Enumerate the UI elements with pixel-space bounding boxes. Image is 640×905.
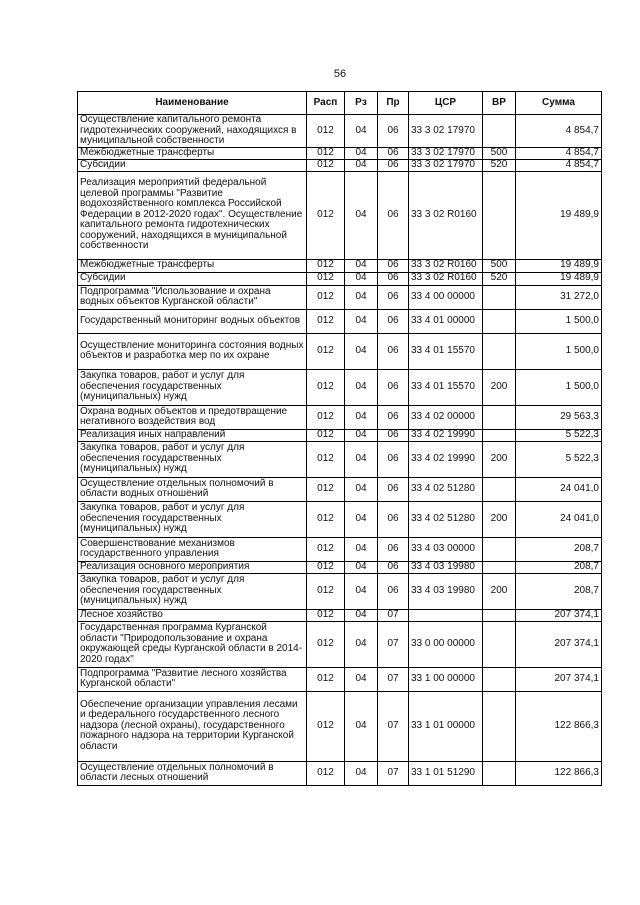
- row-rasp-cell: 012: [307, 691, 345, 761]
- row-rz-cell: 04: [345, 259, 378, 272]
- table-row: [78, 171, 602, 259]
- row-csr-cell: 33 4 01 00000: [409, 309, 483, 333]
- row-pr-cell: 06: [378, 147, 409, 159]
- row-name-cell: Осуществление отдельных полномочий в области лесных отношений: [78, 761, 307, 785]
- row-vr-cell: 500: [483, 259, 516, 272]
- table-row: [78, 621, 602, 667]
- row-pr-cell: 06: [378, 309, 409, 333]
- row-rasp-cell: 012: [307, 561, 345, 573]
- table-row: [78, 441, 602, 477]
- row-name-cell: Охрана водных объектов и предотвращение негативного воздействия вод: [78, 405, 307, 429]
- row-vr-cell: 200: [483, 369, 516, 405]
- header-rasp: Расп: [307, 92, 345, 115]
- row-pr-cell: 07: [378, 609, 409, 621]
- row-vr-cell: [483, 171, 516, 259]
- row-rasp-cell: 012: [307, 537, 345, 561]
- table-row: [78, 429, 602, 441]
- row-csr-cell: 33 3 02 17970: [409, 147, 483, 159]
- row-rz-cell: 04: [345, 609, 378, 621]
- row-csr-cell: 33 3 02 R0160: [409, 272, 483, 285]
- row-pr-cell: 06: [378, 561, 409, 573]
- row-sum-cell: 207 374,1: [516, 621, 602, 667]
- row-name-cell: Осуществление мониторинга состояния водных объектов и разработка мер по их охране: [78, 333, 307, 369]
- row-sum-cell: 19 489,9: [516, 259, 602, 272]
- row-pr-cell: 07: [378, 667, 409, 691]
- row-pr-cell: 07: [378, 691, 409, 761]
- page-number: 56: [333, 68, 347, 80]
- row-rz-cell: 04: [345, 333, 378, 369]
- row-rz-cell: 04: [345, 272, 378, 285]
- row-sum-cell: 31 272,0: [516, 285, 602, 309]
- row-name-cell: Закупка товаров, работ и услуг для обеспечения государственных (муниципальных) нужд: [78, 369, 307, 405]
- row-sum-cell: 1 500,0: [516, 369, 602, 405]
- row-sum-cell: 4 854,7: [516, 115, 602, 148]
- row-sum-cell: 24 041,0: [516, 501, 602, 537]
- row-vr-cell: [483, 429, 516, 441]
- row-sum-cell: 207 374,1: [516, 667, 602, 691]
- row-vr-cell: 200: [483, 501, 516, 537]
- table-row: [78, 761, 602, 785]
- row-rasp-cell: 012: [307, 477, 345, 501]
- row-rasp-cell: 012: [307, 667, 345, 691]
- row-vr-cell: [483, 621, 516, 667]
- row-csr-cell: 33 4 03 00000: [409, 537, 483, 561]
- table-row: [78, 369, 602, 405]
- row-name-cell: Реализация мероприятий федеральной целевой программы "Развитие водохозяйственного комплекса Российской Федерации в 2012-2020 годах". Осуществление капитального ремонта гидротехнических сооружений, находящихся в муниципальной собственности: [78, 171, 307, 259]
- row-vr-cell: [483, 537, 516, 561]
- header-csr: ЦСР: [409, 92, 483, 115]
- row-rasp-cell: 012: [307, 333, 345, 369]
- row-sum-cell: 208,7: [516, 561, 602, 573]
- row-csr-cell: 33 4 01 15570: [409, 333, 483, 369]
- row-pr-cell: 06: [378, 501, 409, 537]
- row-pr-cell: 06: [378, 429, 409, 441]
- row-name-cell: Государственный мониторинг водных объектов: [78, 309, 307, 333]
- row-sum-cell: 5 522,3: [516, 441, 602, 477]
- row-csr-cell: 33 4 00 00000: [409, 285, 483, 309]
- row-rz-cell: 04: [345, 561, 378, 573]
- row-csr-cell: 33 1 01 51290: [409, 761, 483, 785]
- table-row: [78, 477, 602, 501]
- row-sum-cell: 5 522,3: [516, 429, 602, 441]
- table-row: [78, 561, 602, 573]
- row-vr-cell: [483, 405, 516, 429]
- row-sum-cell: 207 374,1: [516, 609, 602, 621]
- row-name-cell: Межбюджетные трансферты: [78, 147, 307, 159]
- header-sum: Сумма: [516, 92, 602, 115]
- row-sum-cell: 208,7: [516, 537, 602, 561]
- row-csr-cell: 33 4 02 51280: [409, 501, 483, 537]
- table-row: [78, 272, 602, 285]
- table-row: [78, 309, 602, 333]
- row-csr-cell: 33 4 03 19980: [409, 561, 483, 573]
- row-rasp-cell: 012: [307, 405, 345, 429]
- row-sum-cell: 1 500,0: [516, 309, 602, 333]
- row-rz-cell: 04: [345, 285, 378, 309]
- row-name-cell: Субсидии: [78, 272, 307, 285]
- row-csr-cell: 33 4 02 19990: [409, 441, 483, 477]
- row-vr-cell: 200: [483, 573, 516, 609]
- row-rasp-cell: 012: [307, 285, 345, 309]
- row-vr-cell: 200: [483, 441, 516, 477]
- row-name-cell: Лесное хозяйство: [78, 609, 307, 621]
- row-rasp-cell: 012: [307, 259, 345, 272]
- row-sum-cell: 4 854,7: [516, 147, 602, 159]
- row-rz-cell: 04: [345, 501, 378, 537]
- row-rasp-cell: 012: [307, 159, 345, 171]
- row-name-cell: Реализация основного мероприятия: [78, 561, 307, 573]
- table-row: [78, 115, 602, 148]
- header-vr: ВР: [483, 92, 516, 115]
- row-csr-cell: 33 0 00 00000: [409, 621, 483, 667]
- row-name-cell: Закупка товаров, работ и услуг для обеспечения государственных (муниципальных) нужд: [78, 573, 307, 609]
- row-name-cell: Государственная программа Курганской области "Природопользование и охрана окружающей среды Курганской области в 2014-2020 годах": [78, 621, 307, 667]
- header-rz: Рз: [345, 92, 378, 115]
- row-rz-cell: 04: [345, 667, 378, 691]
- row-sum-cell: 19 489,9: [516, 171, 602, 259]
- row-name-cell: Реализация иных направлений: [78, 429, 307, 441]
- row-pr-cell: 06: [378, 159, 409, 171]
- table-row: [78, 667, 602, 691]
- row-sum-cell: 24 041,0: [516, 477, 602, 501]
- row-rasp-cell: 012: [307, 171, 345, 259]
- table-row: [78, 691, 602, 761]
- row-rasp-cell: 012: [307, 115, 345, 148]
- row-rasp-cell: 012: [307, 501, 345, 537]
- row-sum-cell: 1 500,0: [516, 333, 602, 369]
- table-row: [78, 609, 602, 621]
- row-pr-cell: 06: [378, 369, 409, 405]
- row-pr-cell: 07: [378, 621, 409, 667]
- row-vr-cell: [483, 285, 516, 309]
- row-name-cell: Обеспечение организации управления лесами и федерального государственного лесного надзора (лесной охраны), государственного пожарного надзора на территории Курганской области: [78, 691, 307, 761]
- header-pr: Пр: [378, 92, 409, 115]
- row-rasp-cell: 012: [307, 621, 345, 667]
- row-pr-cell: 06: [378, 477, 409, 501]
- row-vr-cell: [483, 761, 516, 785]
- row-pr-cell: 06: [378, 272, 409, 285]
- row-csr-cell: 33 4 02 51280: [409, 477, 483, 501]
- row-rasp-cell: 012: [307, 441, 345, 477]
- row-name-cell: Закупка товаров, работ и услуг для обеспечения государственных (муниципальных) нужд: [78, 501, 307, 537]
- row-rz-cell: 04: [345, 147, 378, 159]
- row-csr-cell: [409, 609, 483, 621]
- row-rz-cell: 04: [345, 441, 378, 477]
- row-csr-cell: 33 4 01 15570: [409, 369, 483, 405]
- row-vr-cell: 520: [483, 272, 516, 285]
- row-csr-cell: 33 3 02 17970: [409, 115, 483, 148]
- row-rasp-cell: 012: [307, 761, 345, 785]
- table-row: [78, 501, 602, 537]
- row-pr-cell: 06: [378, 573, 409, 609]
- row-sum-cell: 208,7: [516, 573, 602, 609]
- row-rz-cell: 04: [345, 537, 378, 561]
- row-csr-cell: 33 1 01 00000: [409, 691, 483, 761]
- row-pr-cell: 07: [378, 761, 409, 785]
- row-pr-cell: 06: [378, 405, 409, 429]
- row-sum-cell: 122 866,3: [516, 691, 602, 761]
- row-rasp-cell: 012: [307, 609, 345, 621]
- row-csr-cell: 33 3 02 17970: [409, 159, 483, 171]
- row-rz-cell: 04: [345, 477, 378, 501]
- table-row: [78, 333, 602, 369]
- row-sum-cell: 29 563,3: [516, 405, 602, 429]
- row-rz-cell: 04: [345, 429, 378, 441]
- row-name-cell: Субсидии: [78, 159, 307, 171]
- row-rz-cell: 04: [345, 369, 378, 405]
- row-rasp-cell: 012: [307, 429, 345, 441]
- row-vr-cell: [483, 115, 516, 148]
- row-vr-cell: [483, 561, 516, 573]
- table-row: [78, 259, 602, 272]
- header-name: Наименование: [78, 92, 307, 115]
- row-sum-cell: 4 854,7: [516, 159, 602, 171]
- row-vr-cell: [483, 609, 516, 621]
- row-rz-cell: 04: [345, 309, 378, 333]
- row-name-cell: Совершенствование механизмов государственного управления: [78, 537, 307, 561]
- row-rasp-cell: 012: [307, 147, 345, 159]
- row-csr-cell: 33 3 02 R0160: [409, 259, 483, 272]
- row-rz-cell: 04: [345, 621, 378, 667]
- row-rasp-cell: 012: [307, 573, 345, 609]
- row-name-cell: Осуществление капитального ремонта гидротехнических сооружений, находящихся в муниципальной собственности: [78, 115, 307, 148]
- table-row: [78, 537, 602, 561]
- row-name-cell: Межбюджетные трансферты: [78, 259, 307, 272]
- table-header-row: [78, 92, 602, 115]
- row-pr-cell: 06: [378, 259, 409, 272]
- row-name-cell: Подпрограмма "Развитие лесного хозяйства Курганской области": [78, 667, 307, 691]
- row-sum-cell: 122 866,3: [516, 761, 602, 785]
- table-row: [78, 405, 602, 429]
- row-csr-cell: 33 1 00 00000: [409, 667, 483, 691]
- row-pr-cell: 06: [378, 115, 409, 148]
- row-pr-cell: 06: [378, 441, 409, 477]
- table-row: [78, 159, 602, 171]
- row-vr-cell: [483, 691, 516, 761]
- row-rasp-cell: 012: [307, 272, 345, 285]
- row-pr-cell: 06: [378, 285, 409, 309]
- row-vr-cell: [483, 309, 516, 333]
- row-name-cell: Закупка товаров, работ и услуг для обеспечения государственных (муниципальных) нужд: [78, 441, 307, 477]
- row-vr-cell: 500: [483, 147, 516, 159]
- row-vr-cell: [483, 333, 516, 369]
- row-csr-cell: 33 4 02 19990: [409, 429, 483, 441]
- table-row: [78, 285, 602, 309]
- row-rz-cell: 04: [345, 691, 378, 761]
- table-row: [78, 147, 602, 159]
- row-pr-cell: 06: [378, 333, 409, 369]
- row-rasp-cell: 012: [307, 369, 345, 405]
- row-name-cell: Осуществление отдельных полномочий в области водных отношений: [78, 477, 307, 501]
- row-vr-cell: [483, 477, 516, 501]
- row-rz-cell: 04: [345, 115, 378, 148]
- row-vr-cell: 520: [483, 159, 516, 171]
- row-pr-cell: 06: [378, 171, 409, 259]
- table-row: [78, 573, 602, 609]
- row-csr-cell: 33 3 02 R0160: [409, 171, 483, 259]
- row-name-cell: Подпрограмма "Использование и охрана водных объектов Курганской области": [78, 285, 307, 309]
- row-pr-cell: 06: [378, 537, 409, 561]
- row-rz-cell: 04: [345, 573, 378, 609]
- row-rz-cell: 04: [345, 405, 378, 429]
- row-rz-cell: 04: [345, 159, 378, 171]
- row-sum-cell: 19 489,9: [516, 272, 602, 285]
- budget-table: [77, 91, 602, 786]
- row-rz-cell: 04: [345, 171, 378, 259]
- row-csr-cell: 33 4 03 19980: [409, 573, 483, 609]
- row-rasp-cell: 012: [307, 309, 345, 333]
- row-csr-cell: 33 4 02 00000: [409, 405, 483, 429]
- row-vr-cell: [483, 667, 516, 691]
- row-rz-cell: 04: [345, 761, 378, 785]
